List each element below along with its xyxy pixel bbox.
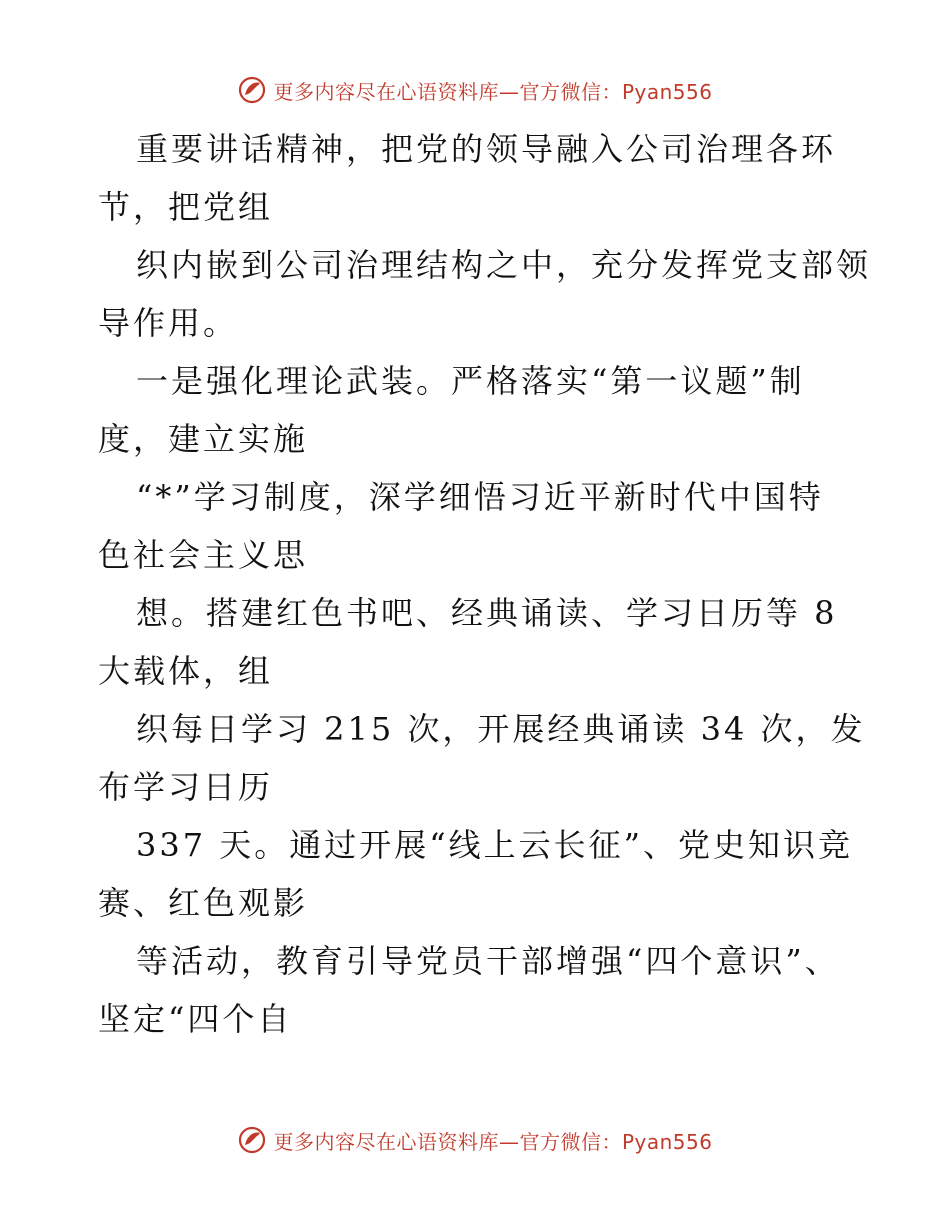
text-line: 坚定“四个自 <box>98 1000 293 1038</box>
text-line: 赛、红色观影 <box>98 884 309 922</box>
text-line: 度，建立实施 <box>98 420 309 458</box>
text-line: 重要讲话精神，把党的领导融入公司治理各环 <box>136 130 837 168</box>
text-line: 织内嵌到公司治理结构之中，充分发挥党支部领 <box>136 246 872 284</box>
watermark-dash: — <box>498 79 520 104</box>
document-body <box>98 120 872 1048</box>
text-line: 布学习日历 <box>98 768 274 806</box>
text-line: 一是强化理论武装。严格落实“第一议题”制 <box>136 362 805 400</box>
text-line: 337 天。通过开展“线上云长征”、党史知识竞 <box>136 826 853 864</box>
watermark-text <box>273 76 712 105</box>
text-line: 想。搭建红色书吧、经典诵读、学习日历等 8 <box>136 594 838 632</box>
text-line: 大载体，组 <box>98 652 274 690</box>
watermark-dash: — <box>498 1129 520 1154</box>
text-line: 导作用。 <box>98 304 239 342</box>
watermark-site-name: 更多内容尽在心语资料库 <box>273 1129 499 1154</box>
footer-watermark <box>0 1122 950 1158</box>
text-line: 节，把党组 <box>98 188 274 226</box>
text-line: 等活动，教育引导党员干部增强“四个意识”、 <box>136 942 840 980</box>
watermark-wechat: 官方微信：Pyan556 <box>519 1129 713 1154</box>
rose-leaf-icon <box>237 75 267 105</box>
watermark-text <box>273 1126 712 1155</box>
rose-leaf-icon <box>237 1125 267 1155</box>
header-watermark <box>0 72 950 108</box>
watermark-wechat: 官方微信：Pyan556 <box>519 79 713 104</box>
text-line: 织每日学习 215 次，开展经典诵读 34 次，发 <box>136 710 866 748</box>
watermark-site-name: 更多内容尽在心语资料库 <box>273 79 499 104</box>
text-line: “*”学习制度，深学细悟习近平新时代中国特 <box>136 478 824 516</box>
text-line: 色社会主义思 <box>98 536 309 574</box>
